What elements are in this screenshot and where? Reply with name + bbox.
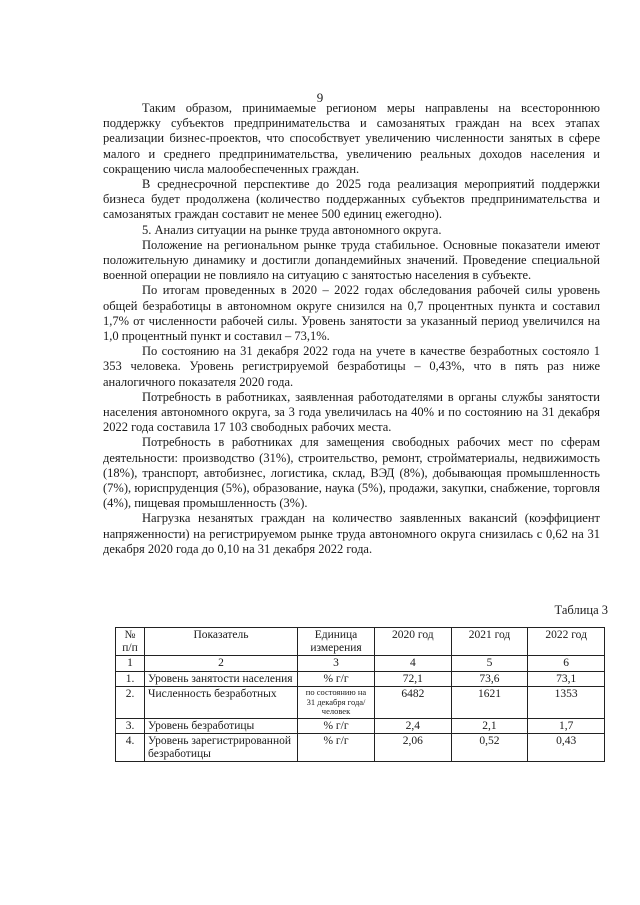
row-value-2021: 1621 [451, 687, 528, 719]
header-num: № п/п [116, 628, 145, 656]
table-row [116, 718, 605, 734]
row-value-2020: 6482 [375, 687, 452, 719]
row-indicator: Уровень безработицы [145, 718, 298, 734]
table-cell: 4 [375, 656, 452, 672]
paragraph: По итогам проведенных в 2020 – 2022 годах обследования рабочей силы уровень общей безработицы в автономном округе снизился на 0,7 процентных пункта и составил 1,7% от численности рабочей силы. Уровень занятости за указанный период увеличился на 1,0 процентный пункт и составил – 73,1%. [103, 283, 600, 344]
row-value-2020: 2,4 [375, 718, 452, 734]
body-text [103, 101, 600, 557]
paragraph: В среднесрочной перспективе до 2025 года реализация мероприятий поддержки бизнеса будет продолжена (количество поддержанных субъектов предпринимательства и самозанятых граждан составит не менее 500 единиц ежегодно). [103, 177, 600, 222]
page-number: 9 [316, 90, 324, 105]
column-number-row [116, 656, 605, 672]
table-cell: 1 [116, 656, 145, 672]
paragraph: Потребность в работниках для замещения свободных рабочих мест по сферам деятельности: производство (31%), строительство, ремонт, стройматериалы, недвижимость (18%), транспорт, автобизнес, логистика, склад, ВЭД (8%), добывающая промышленность (7%), юриспруденция (5%), образование, наука (5%), продажи, закупки, снабжение, торговля (4%), пищевая промышленность (3%). [103, 435, 600, 511]
section-heading: 5. Анализ ситуации на рынке труда автономного округа. [142, 222, 442, 237]
table-header-row [116, 628, 605, 656]
table-caption: Таблица 3 [554, 603, 608, 617]
row-num: 4. [116, 734, 145, 762]
paragraph: Таким образом, принимаемые регионом меры направлены на всестороннюю поддержку субъектов предпринимательства и самозанятых граждан на всех этапах реализации бизнес-проектов, что способствует увеличению численности занятых в сфере малого и среднего предпринимательства, увеличению реальных доходов населения и сокращению числа малообеспеченных граждан. [103, 101, 600, 176]
row-value-2021: 73,6 [451, 671, 528, 687]
row-num: 3. [116, 718, 145, 734]
row-value-2022: 0,43 [528, 734, 605, 762]
row-value-2022: 73,1 [528, 671, 605, 687]
header-indicator: Показатель [145, 628, 298, 656]
row-indicator: Уровень зарегистрированной безработицы [145, 734, 298, 762]
table-cell: 6 [528, 656, 605, 672]
row-value-2022: 1353 [528, 687, 605, 719]
table-cell: 2 [145, 656, 298, 672]
labor-market-table [115, 627, 605, 762]
row-value-2021: 2,1 [451, 718, 528, 734]
paragraph: По состоянию на 31 декабря 2022 года на учете в качестве безработных состояло 1 353 человека. Уровень регистрируемой безработицы – 0,43%, что в пять раз ниже аналогичного показателя 2020 года. [103, 344, 600, 389]
row-num: 2. [116, 687, 145, 719]
row-num: 1. [116, 671, 145, 687]
table-cell: 3 [298, 656, 375, 672]
paragraph: Потребность в работниках, заявленная работодателями в органы службы занятости населения автономного округа, за 3 года увеличилась на 40% и по состоянию на 31 декабря 2022 года составила 17 103 свободных рабочих места. [103, 389, 600, 435]
table-cell: 5 [451, 656, 528, 672]
header-2022: 2022 год [528, 628, 605, 656]
row-unit: % г/г [298, 734, 375, 762]
header-2021: 2021 год [451, 628, 528, 656]
row-indicator: Уровень занятости населения [145, 671, 298, 687]
table-row [116, 687, 605, 719]
paragraph: Положение на региональном рынке труда стабильное. Основные показатели имеют положительную динамику и достигли допандемийных значений. Проведение специальной военной операции не повлияло на ситуацию с занятостью населения в субъекте. [103, 237, 600, 283]
row-unit: % г/г [298, 718, 375, 734]
table-row [116, 671, 605, 687]
row-unit: по состоянию на 31 декабря года/ человек [298, 687, 375, 719]
row-indicator: Численность безработных [145, 687, 298, 719]
row-unit: % г/г [298, 671, 375, 687]
paragraph: Нагрузка незанятых граждан на количество заявленных вакансий (коэффициент напряженности) на регистрируемом рынке труда автономного округа снизилась с 0,62 на 31 декабря 2020 года до 0,10 на 31 декабря 2022 года. [103, 511, 600, 556]
table-row [116, 734, 605, 762]
row-value-2021: 0,52 [451, 734, 528, 762]
row-value-2020: 72,1 [375, 671, 452, 687]
header-unit: Единица измерения [298, 628, 375, 656]
row-value-2022: 1,7 [528, 718, 605, 734]
row-value-2020: 2,06 [375, 734, 452, 762]
header-2020: 2020 год [375, 628, 452, 656]
